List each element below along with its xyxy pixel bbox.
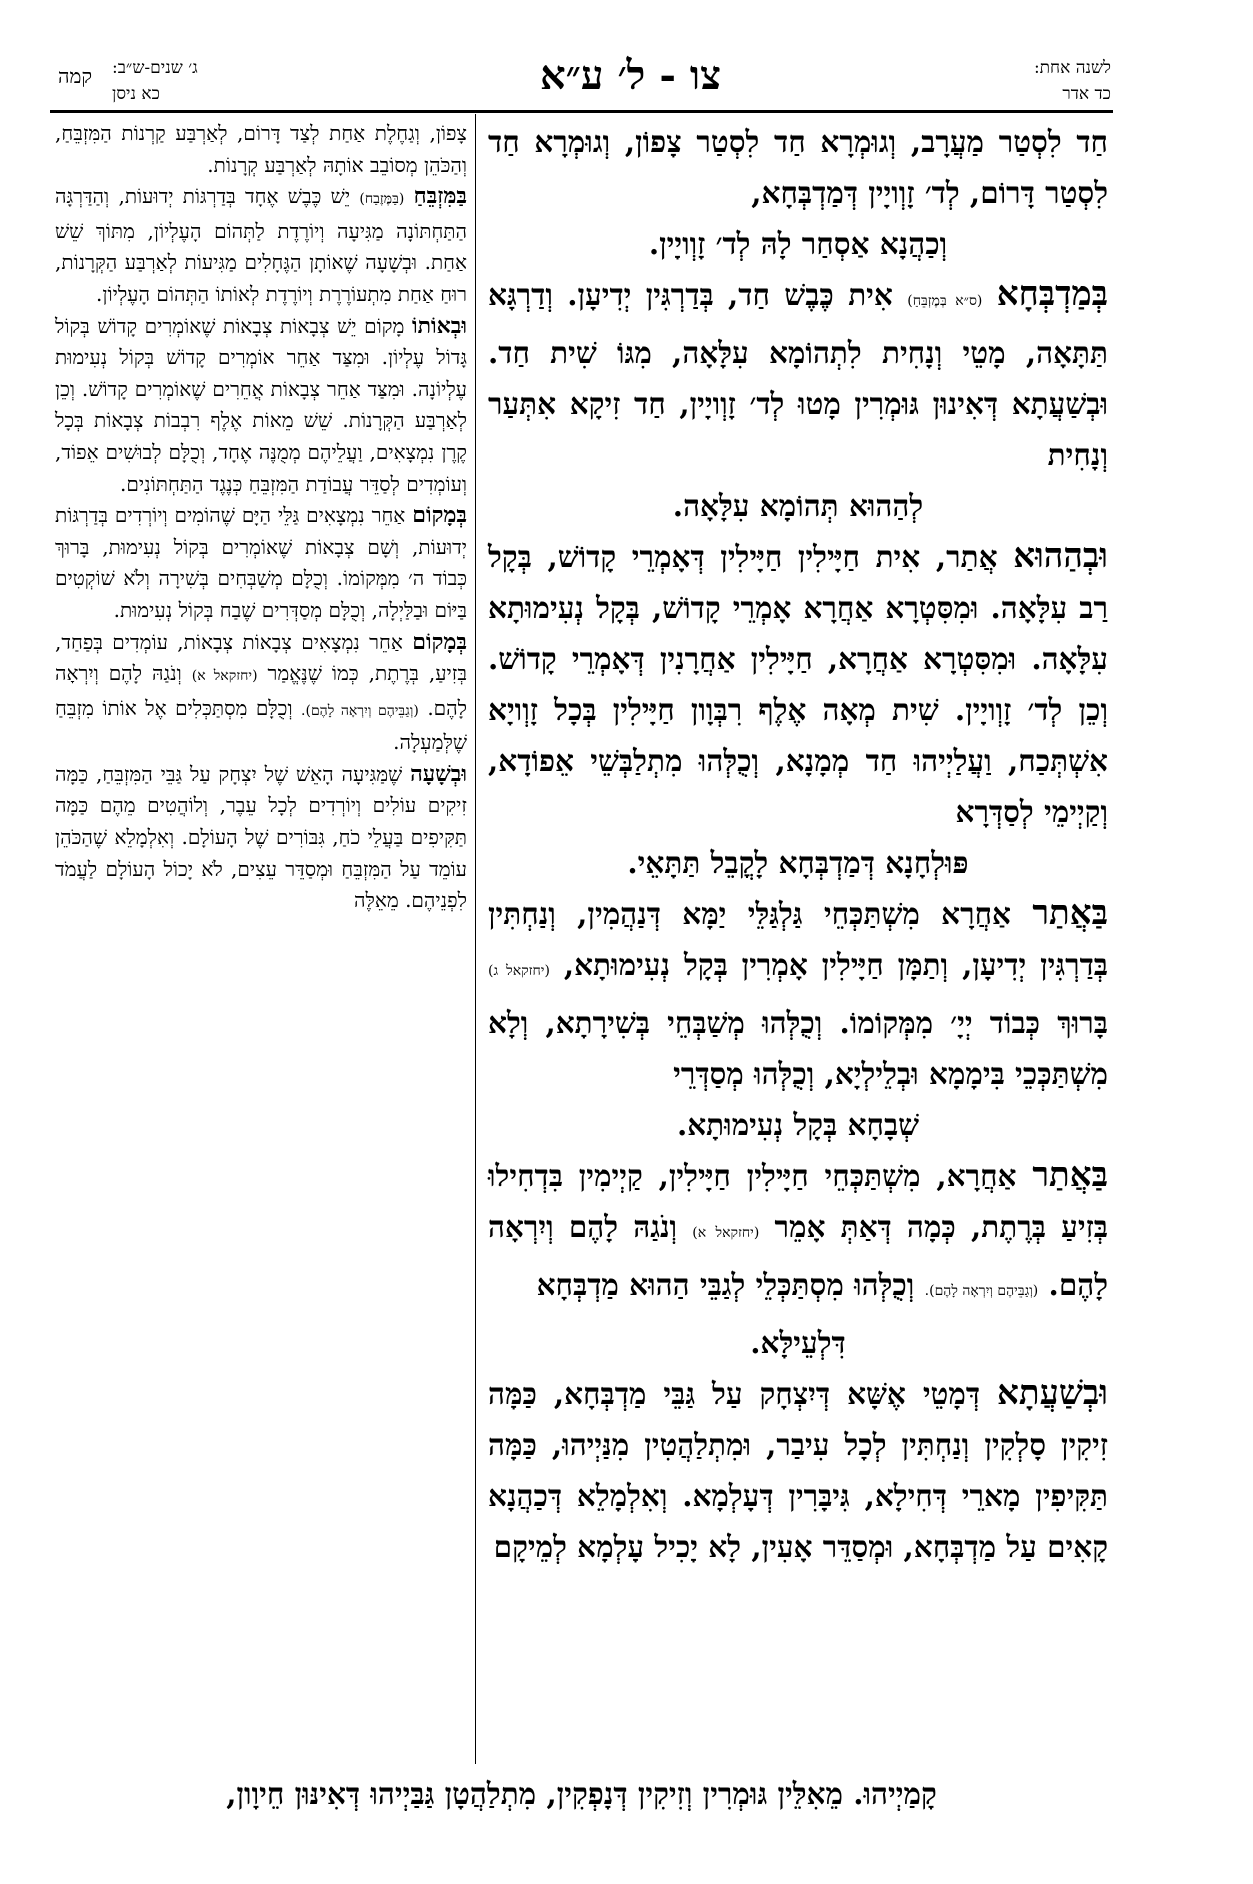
- side-paragraph-3-opener: וּבְאוֹתוֹ: [411, 312, 468, 339]
- side-paragraph-5-text-3: וְכֻלָּם מִסְתַּכְּלִים אֶל אוֹתוֹ מִזְבֵּחַ שֶׁלְּמַעְלָה.: [55, 695, 467, 755]
- main-paragraph-7-reference: (יחזקאל ג): [488, 963, 550, 979]
- main-paragraph-6: [488, 837, 1108, 888]
- header-left-label-1: ג׳ שנים-ש״ב:: [112, 58, 198, 78]
- side-paragraph-3-text: מָקוֹם יֵשׁ צְבָאוֹת צְבָאוֹת שֶׁאוֹמְרִים קָדוֹשׁ בְּקוֹל גָּדוֹל עֶלְיוֹן. וּמִצַּד אַחֵר אוֹמְרִים קָדוֹשׁ בְּקוֹל נְעִימוּת עֶלְיוֹנָה. וּמִצַּד אַחֵר צְבָאוֹת אֲחֵרִים שֶׁאוֹמְרִים קָדוֹשׁ. וְכֵן לְאַרְבַּע הַקְּרָנוֹת. שֵׁשׁ מֵאוֹת אֶלֶף רִבְבוֹת צְבָאוֹת בְּכָל קֶרֶן נִמְצָאִים, וַעֲלֵיהֶם מְמֻנֶּה אֶחָד, וְכֻלָּם לְבוּשִׁים אֵפוֹד, וְעוֹמְדִים לְסַדֵּר עֲבוֹדַת הַמִּזְבֵּחַ כְּנֶגֶד הַתַּחְתּוֹנִים.: [55, 313, 467, 496]
- main-paragraph-8-text: שְׁבָחָא בְּקָל נְעִימוּתָא.: [676, 1107, 920, 1142]
- header-right-label-1: לשנה אחת:: [1033, 58, 1111, 78]
- main-paragraph-3-text: אִית כֶּבֶשׁ חַד, בְּדַרְגִּין יְדִיעָן. וְדַרְגָּא תַּתָּאָה, מָטֵי וְנָחִית לִתְהוֹמָא עִלָּאָה, מִגּוֹ שִׁית חַד. וּבְשַׁעֲתָא דְּאִינוּן גּוּמְרִין מָטוּ לְד׳ זָוְויָין, חַד זִיקָא אִתְּעַר וְנָחִית: [488, 277, 1108, 472]
- main-paragraph-1: [488, 116, 1108, 218]
- main-paragraph-9-text-2: וְנֹגַהּ לָהֶם וְיִרְאָה לָהֶם.: [488, 1209, 1108, 1302]
- side-paragraph-5-reference: (יחזקאל א): [191, 668, 258, 685]
- main-paragraph-9-text: אַחֲרָא, מִשְׁתַּכְּחֵי חַיָּילִין חַיָּילִין, קַיְימִין בִּדְחִילוּ בְּזִיעַ בְּרֶתֶת, כְּמָה דְּאַתְּ אָמֵר: [488, 1158, 1109, 1244]
- main-paragraph-11: [488, 1368, 1108, 1572]
- main-paragraph-9-reference-2: (וְגַבֵּיהֶם וְיִרְאָה לָהֶם).: [924, 1283, 1039, 1299]
- side-paragraph-2-text: יֵשׁ כֶּבֶשׁ אֶחָד בְּדַרְגּוֹת יְדוּעוֹת, וְהַדַּרְגָּה הַתַּחְתּוֹנָה מַגִּיעָה וְיוֹרֶדֶת לַתְּהוֹם הָעֶלְיוֹן, מִתּוֹךְ שֵׁשׁ אַחַת. וּבְשָׁעָה שֶׁאוֹתָן הַגֶּחָלִים מַגִּיעוֹת לְאַרְבַּע הַקְּרָנוֹת, רוּחַ אַחַת מִתְעוֹרֶרֶת וְיוֹרֶדֶת לְאוֹתוֹ הַתְּהוֹם הָעֶלְיוֹן.: [55, 184, 467, 306]
- main-paragraph-8: [488, 1099, 1108, 1150]
- side-paragraph-5-text-2: וְנֹגַהּ לָהֶם וְיִרְאָה לָהֶם.: [55, 661, 468, 720]
- bottom-full-width-line: קָמַיְיהוּ. מֵאִלֵּין גּוּמְרִין וְזִיקִין דְּנָפְקִין, מִתְלַהֲטָן גַּבַּיְיהוּ דְּאִינּוּן חֵיוָון,: [226, 1776, 937, 1811]
- side-paragraph-2-reference: (בַּמֶּזֶבַח): [359, 191, 405, 208]
- main-paragraph-4-text: לְהַהוּא תְּהוֹמָא עִלָּאָה.: [672, 488, 924, 523]
- main-paragraph-2-text: וְכַהֲנָא אַסְחַר לָהּ לְד׳ זָוְויָין.: [648, 226, 948, 261]
- main-paragraph-5-opener: וּבְהַהוּא: [1013, 536, 1108, 576]
- side-paragraph-4-text: אַחֵר נִמְצָאִים גַּלֵּי הַיָּם שֶׁהוֹמִים וְיוֹרְדִים בְּדַרְגּוֹת יְדוּעוֹת, וְשָׁם צְבָאוֹת שֶׁאוֹמְרִים בְּקוֹל נְעִימוּת, בָּרוּךְ כְּבוֹד ה׳ מִמְּקוֹמוֹ. וְכֻלָּם מְשַׁבְּחִים בְּשִׁירָה וְלֹא שׁוֹקְטִים בַּיּוֹם וּבַלַּיְלָה, וְכֻלָּם מְסַדְּרִים שֶׁבַח בְּקוֹל נְעִימוּת.: [55, 503, 467, 622]
- header-rule: [50, 110, 1113, 113]
- page-title: צו - ל׳ ע״א: [540, 52, 722, 99]
- side-paragraph-6-text: שֶׁמַּגִּיעָה הָאֵשׁ שֶׁל יִצְחָק עַל גַּבֵּי הַמִּזְבֵּחַ, כַּמָּה זִיקִים עוֹלִים וְיוֹרְדִים לְכָל עֵבֶר, וְלוֹהֲטִים מֵהֶם כַּמָּה תַּקִּיפִים בַּעֲלֵי כֹחַ, גִּבּוֹרִים שֶׁל הָעוֹלָם. וְאִלְמָלֵא שֶׁהַכֹּהֵן עוֹמֵד עַל הַמִּזְבֵּחַ וּמְסַדֵּר עֵצִים, לֹא יָכוֹל הָעוֹלָם לַעֲמֹד לִפְנֵיהֶם. מֵאֵלֶּה: [55, 761, 467, 913]
- header-right-label-2: כד אדר: [1062, 84, 1111, 104]
- main-paragraph-10: [488, 1317, 1108, 1368]
- main-paragraph-7-text: אַחֲרָא מִשְׁתַּכְּחֵי גַּלְגַּלֵּי יַמָּא דְּנַהֲמִין, וְנַחְתִּין בְּדַרְגִּין יְדִיעָן, וְתַמָּן חַיָּילִין אָמְרִין בְּקָל נְעִימוּתָא,: [488, 896, 1108, 982]
- main-paragraph-7-text-2: בָּרוּךְ כְּבוֹד יְיָ׳ מִמְּקוֹמוֹ. וְכֻלְּהוּ מְשַׁבְּחֵי בְּשִׁירָתָא, וְלָא מִשְׁתַּכְּכֵי בִּימָמָא וּבְלֵילְיָא, וְכֻלְּהוּ מְסַדְּרֵי: [488, 1005, 1108, 1091]
- main-text-column: [488, 116, 1108, 1572]
- main-paragraph-3-opener: בְּמַדְבְּחָא: [996, 274, 1108, 314]
- side-paragraph-5-reference-2: (וְגַבֵּיהֶם וְיִרְאָה לָהֶם).: [301, 702, 419, 719]
- main-paragraph-9-opener: בַּאֲתַר: [1032, 1155, 1109, 1195]
- side-paragraph-6-opener: וּבְשָׁעָה: [410, 760, 467, 787]
- side-paragraph-5-opener: בְּמָקוֹם: [412, 628, 467, 655]
- side-paragraph-4-opener: בְּמָקוֹם: [412, 502, 467, 529]
- side-paragraph-1: [55, 118, 467, 181]
- column-divider: [475, 114, 476, 1764]
- main-paragraph-11-opener: וּבְשַׁעֲתָא: [997, 1373, 1108, 1413]
- main-paragraph-9: [488, 1150, 1108, 1317]
- main-paragraph-9-reference: (יחזקאל א): [692, 1225, 760, 1241]
- page-number: קמה: [58, 64, 93, 88]
- main-paragraph-3: [488, 269, 1108, 480]
- main-paragraph-9-text-3: וְכֻלְּהוּ מִסְתַּכְּלֵי לְגַבֵּי הַהוּא מַדְבְּחָא: [536, 1267, 915, 1302]
- main-paragraph-10-text: דִּלְעֵילָּא.: [750, 1325, 846, 1360]
- main-paragraph-5-text: אֲתַר, אִית חַיָּילִין חַיָּילִין דְּאָמְרֵי קָדוֹשׁ, בְּקָל רַב עִלָּאָה. וּמִסִּטְרָא אַחֲרָא אָמְרֵי קָדוֹשׁ, בְּקָל נְעִימוּתָא עִלָּאָה. וּמִסִּטְרָא אַחֲרָא, חַיָּילִין אַחֲרָנִין דְּאָמְרֵי קָדוֹשׁ. וְכֵן לְד׳ זָוְויָין. שִׁית מְאָה אֶלֶף רִבְּוָון חַיָּילִין בְּכָל זָוְויָא אִשְׁתְּכַח, וַעֲלַיְיהוּ חַד מְמָנָא, וְכֻלְּהוּ מִתְלַבְּשֵׁי אֵפוֹדָא, וְקַיְימֵי לְסַדְּרָא: [488, 539, 1108, 829]
- main-paragraph-7-opener: בַּאֲתַר: [1032, 893, 1108, 933]
- main-paragraph-3-reference: (ס״א בְּמֶזְבֵּחַ): [907, 293, 983, 309]
- main-paragraph-1-text: חַד לִסְטַר מַעֲרָב, וְגוּמְרָא חַד לִסְטַר צָפוֹן, וְגוּמְרָא חַד לִסְטַר דָּרוֹם, לְד׳ זָוְויָין דְּמַדְבְּחָא,: [488, 124, 1108, 210]
- main-paragraph-11-text: דְּמָטֵי אֶשָּׁא דְּיִצְחָק עַל גַּבֵּי מַדְבְּחָא, כַּמָּה זִיקִין סָלְקִין וְנַחְתִּין לְכָל עִיבַר, וּמִתְלַהֲטִין מִנַּיְיהוּ, כַּמָּה תַּקִּיפִין מָארֵי דְּחִילָא, גִּיבָּרִין דְּעָלְמָא. וְאִלְמָלֵא דְּכַהֲנָא קָאִים עַל מַדְבְּחָא, וּמְסַדֵּר אָעִין, לָא יָכִיל עָלְמָא לְמֵיקָם: [488, 1376, 1108, 1564]
- header-left-label-2: כא ניסן: [112, 84, 160, 104]
- side-paragraph-4: [55, 500, 467, 626]
- side-paragraph-6: [55, 759, 467, 917]
- side-paragraph-2-opener: בַּמִּזְבֵּחַ: [413, 183, 468, 210]
- main-paragraph-5: [488, 531, 1108, 837]
- main-paragraph-4: [488, 480, 1108, 531]
- main-paragraph-6-text: פּוּלְחָנָא דְּמַדְבְּחָא לָקֳבֵל תַּתָּאֵי.: [627, 845, 969, 880]
- translation-column: [55, 118, 467, 917]
- side-paragraph-1-text: צָפוֹן, וְגַחֶלֶת אַחַת לְצַד דָּרוֹם, לְאַרְבַּע קַרְנוֹת הַמִּזְבֵּחַ, וְהַכֹּהֵן מְסוֹבֵב אוֹתָהּ לְאַרְבַּע קְרָנוֹת.: [55, 121, 467, 177]
- main-paragraph-2: [488, 218, 1108, 269]
- side-paragraph-5-text: אַחֵר נִמְצָאִים צְבָאוֹת צְבָאוֹת, עוֹמְדִים בְּפַחַד, בְּזִיעַ, בְּרֶתֶת, כְּמוֹ שֶׁנֶּאֱמַר: [55, 629, 468, 686]
- side-paragraph-2: [55, 181, 467, 310]
- main-paragraph-7: [488, 888, 1108, 1099]
- side-paragraph-5: [55, 627, 467, 759]
- side-paragraph-3: [55, 311, 467, 501]
